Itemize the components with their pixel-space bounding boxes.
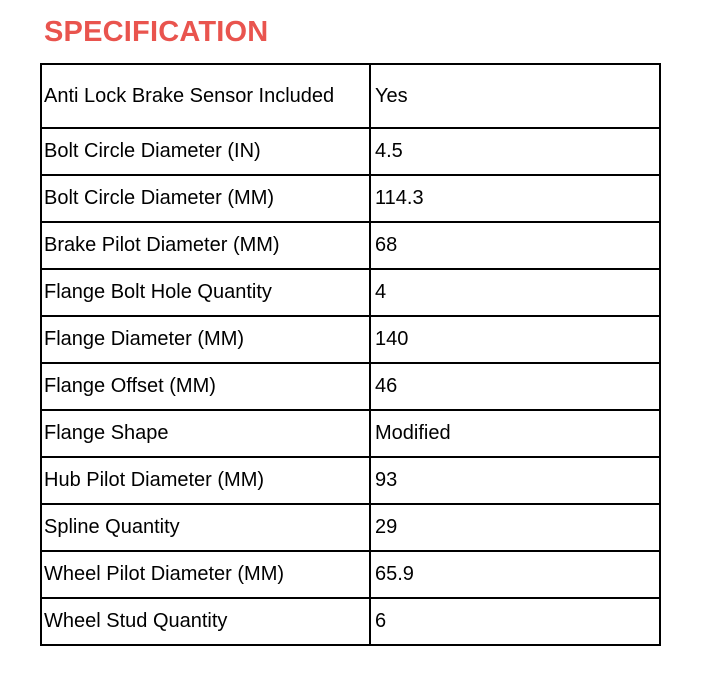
spec-value: 4 [370,269,660,316]
spec-label: Flange Diameter (MM) [41,316,370,363]
spec-label: Wheel Pilot Diameter (MM) [41,551,370,598]
table-row [41,64,660,128]
spec-label: Anti Lock Brake Sensor Included [41,64,370,128]
table-row [41,410,660,457]
spec-value: 93 [370,457,660,504]
spec-value: 68 [370,222,660,269]
spec-value: 29 [370,504,660,551]
spec-value: 46 [370,363,660,410]
spec-value: 4.5 [370,128,660,175]
table-row [41,504,660,551]
table-row [41,128,660,175]
spec-label: Bolt Circle Diameter (IN) [41,128,370,175]
page-title: SPECIFICATION [44,16,269,48]
spec-label: Flange Bolt Hole Quantity [41,269,370,316]
spec-value: Yes [370,64,660,128]
table-row [41,457,660,504]
specification-table [40,63,661,646]
spec-label: Flange Shape [41,410,370,457]
spec-value: 65.9 [370,551,660,598]
spec-value: 140 [370,316,660,363]
spec-value: 114.3 [370,175,660,222]
spec-value: 6 [370,598,660,645]
table-row [41,316,660,363]
table-row [41,598,660,645]
table-row [41,363,660,410]
table-row [41,551,660,598]
table-row [41,222,660,269]
spec-label: Flange Offset (MM) [41,363,370,410]
spec-label: Brake Pilot Diameter (MM) [41,222,370,269]
spec-label: Wheel Stud Quantity [41,598,370,645]
spec-label: Bolt Circle Diameter (MM) [41,175,370,222]
spec-label: Hub Pilot Diameter (MM) [41,457,370,504]
table-row [41,269,660,316]
table-row [41,175,660,222]
spec-label: Spline Quantity [41,504,370,551]
spec-value: Modified [370,410,660,457]
